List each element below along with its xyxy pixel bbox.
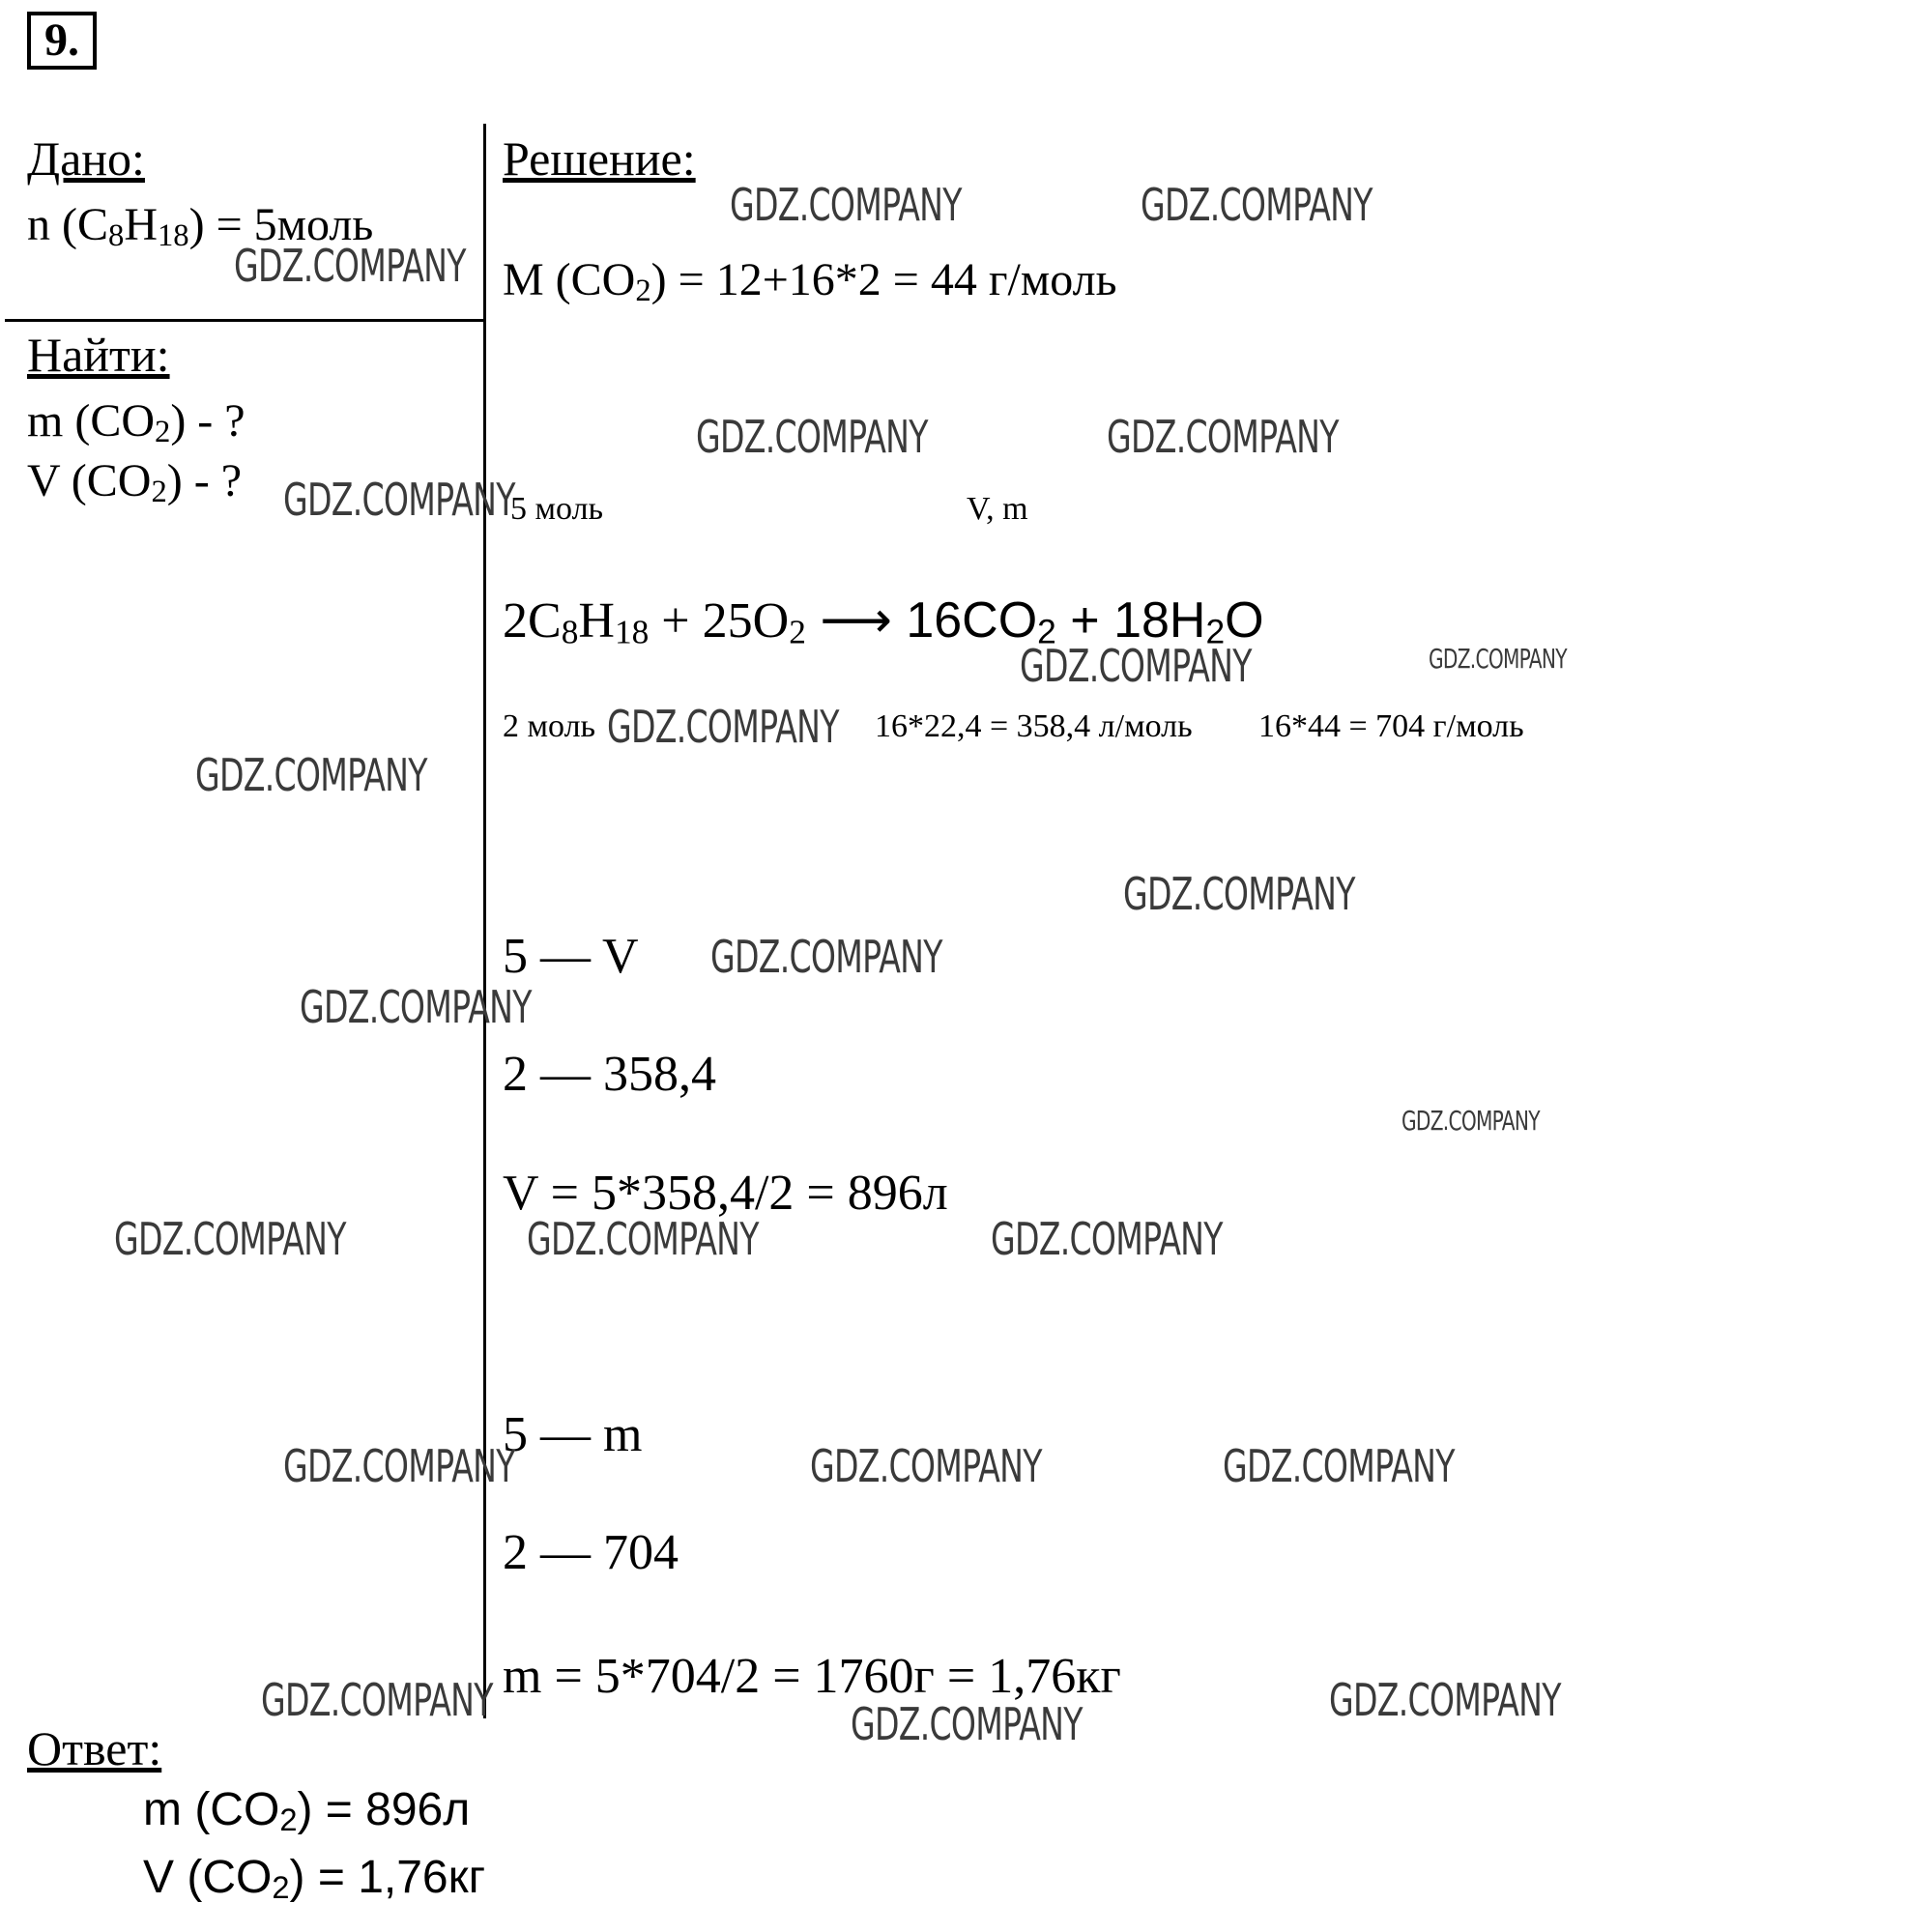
watermark: GDZ.COMPANY xyxy=(283,474,515,526)
proportion-v-bottom: 2 — 358,4 xyxy=(503,1047,716,1102)
answer-heading: Ответ: xyxy=(27,1721,162,1775)
result-mass: m = 5*704/2 = 1760г = 1,76кг xyxy=(503,1649,1121,1704)
below-label-2: 16*22,4 = 358,4 л/моль xyxy=(875,708,1193,744)
watermark: GDZ.COMPANY xyxy=(1329,1674,1561,1726)
watermark: GDZ.COMPANY xyxy=(1401,1105,1540,1137)
molar-mass-line: M $(CO_2) = 12+16*2 = 44$ г/моль xyxy=(503,254,1117,308)
horizontal-divider xyxy=(5,319,485,322)
watermark: GDZ.COMPANY xyxy=(1107,411,1339,463)
given-line: n $(C_8H_{18})$ = 5моль xyxy=(27,199,374,253)
find-heading: Найти: xyxy=(27,328,170,382)
watermark: GDZ.COMPANY xyxy=(696,411,928,463)
reaction-equation: $2C_8H_{18} + 25O_2$ ⟶ $16CO_2 + 18H_2O$ xyxy=(503,592,1264,651)
proportion-v-top: 5 — V xyxy=(503,929,639,984)
proportion-m-top: 5 — m xyxy=(503,1407,643,1462)
watermark: GDZ.COMPANY xyxy=(1123,868,1355,920)
above-right-label: V, m xyxy=(967,491,1028,527)
answer-line-1: m $(CO_2) = 896л$ xyxy=(143,1784,471,1837)
watermark: GDZ.COMPANY xyxy=(283,1440,515,1492)
above-left-label: 5 моль xyxy=(510,491,604,527)
watermark: GDZ.COMPANY xyxy=(300,981,532,1033)
given-heading: Дано: xyxy=(27,131,145,186)
solution-heading: Решение: xyxy=(503,131,696,186)
watermark: GDZ.COMPANY xyxy=(114,1213,346,1265)
result-volume: V = 5*358,4/2 = 896л xyxy=(503,1166,948,1221)
find-volume-line: V $(CO_2)$ - ? xyxy=(27,455,243,509)
watermark: GDZ.COMPANY xyxy=(810,1440,1042,1492)
watermark: GDZ.COMPANY xyxy=(1223,1440,1455,1492)
below-label-3: 16*44 = 704 г/моль xyxy=(1258,708,1524,744)
watermark: GDZ.COMPANY xyxy=(1429,643,1567,675)
watermark: GDZ.COMPANY xyxy=(607,701,839,753)
find-mass-line: m $(CO_2)$ - ? xyxy=(27,395,246,449)
watermark: GDZ.COMPANY xyxy=(851,1698,1083,1750)
watermark: GDZ.COMPANY xyxy=(730,179,962,231)
watermark: GDZ.COMPANY xyxy=(1141,179,1372,231)
watermark: GDZ.COMPANY xyxy=(527,1213,759,1265)
proportion-m-bottom: 2 — 704 xyxy=(503,1525,679,1580)
watermark: GDZ.COMPANY xyxy=(991,1213,1223,1265)
watermark: GDZ.COMPANY xyxy=(1020,640,1252,692)
watermark: GDZ.COMPANY xyxy=(234,240,466,292)
below-label-1: 2 моль xyxy=(503,708,596,744)
answer-line-2: V $(CO_2) = 1,76кг$ xyxy=(143,1852,486,1905)
problem-number: 9. xyxy=(27,12,97,70)
watermark: GDZ.COMPANY xyxy=(710,931,942,983)
watermark: GDZ.COMPANY xyxy=(261,1674,493,1726)
watermark: GDZ.COMPANY xyxy=(195,749,427,801)
